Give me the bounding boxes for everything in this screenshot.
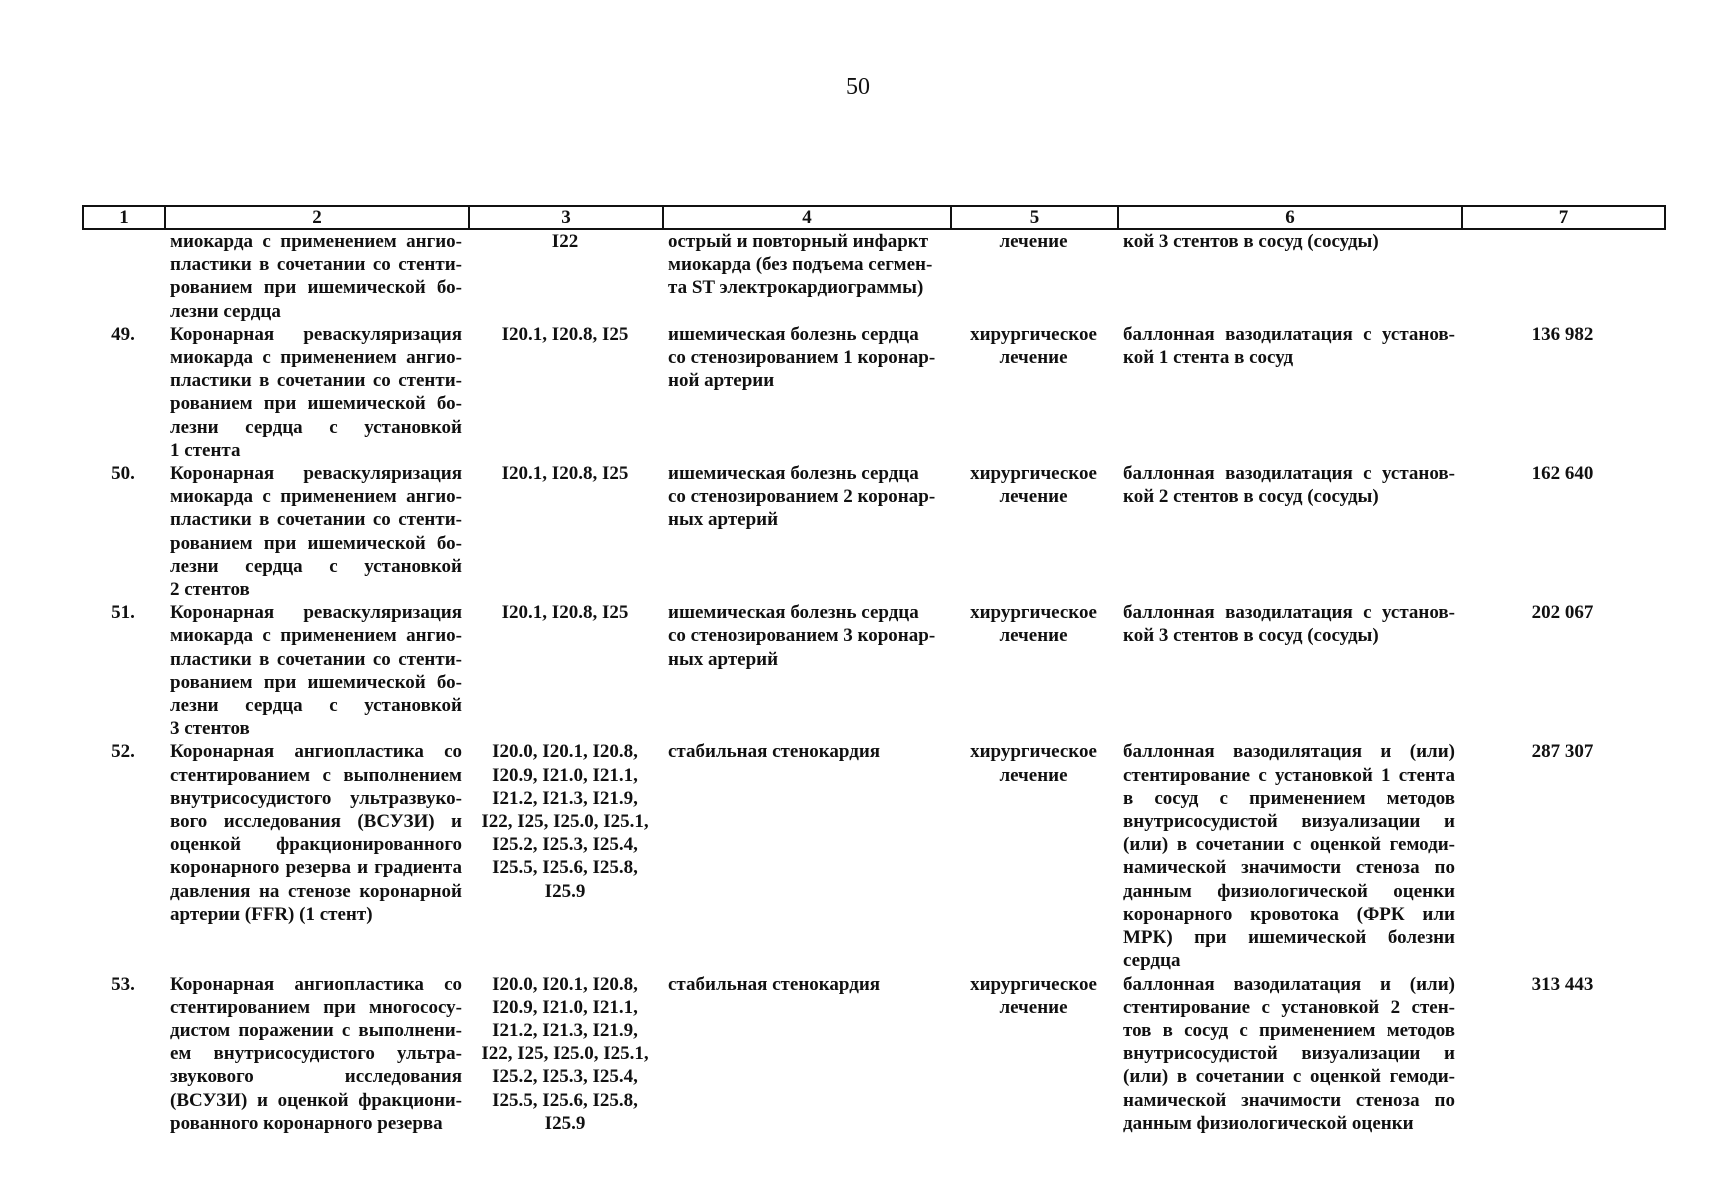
treatment-type-cell xyxy=(950,601,1117,740)
service-name-line: артерии (FFR) (1 стент) xyxy=(170,903,373,925)
treatment-method-line: стентирование с установкой 2 стен- xyxy=(1123,996,1455,1018)
treatment-method-cell xyxy=(1117,323,1461,462)
service-name-line: рованного коронарного резерва xyxy=(170,1112,443,1134)
diagnosis-cell xyxy=(662,740,950,972)
service-name-line: Коронарная ангиопластика со xyxy=(170,973,462,995)
treatment-type-cell xyxy=(950,973,1117,1135)
service-name-line: звукового исследования xyxy=(170,1066,462,1088)
service-name-line: давления на стенозе коронарной xyxy=(170,880,462,902)
diagnosis-line: со стенозированием 3 коронар- xyxy=(668,625,936,647)
service-name-line: 3 стентов xyxy=(170,718,250,740)
service-name-line: стентированием с выполнением xyxy=(170,764,462,786)
header-row xyxy=(83,206,1665,229)
row-number-cell xyxy=(82,230,164,323)
treatment-type-cell xyxy=(950,230,1117,323)
service-name-line: ем внутрисосудистого ультра- xyxy=(170,1043,462,1065)
treatment-method-line: внутрисосудистой визуализации и xyxy=(1123,811,1455,833)
column-number-4: 4 xyxy=(663,206,951,229)
treatment-type-line: лечение xyxy=(999,486,1068,508)
service-name-line: лезни сердца с установкой xyxy=(170,695,462,717)
diagnosis-line: стабильная стенокардия xyxy=(668,973,881,995)
column-number-header xyxy=(82,205,1666,230)
diagnosis-line: со стенозированием 2 коронар- xyxy=(668,486,936,508)
treatment-type-line: хирургическое xyxy=(970,602,1097,624)
service-name-line: пластики в сочетании со стенти- xyxy=(170,254,462,276)
treatment-method-line: (или) в сочетании с оценкой гемоди- xyxy=(1123,834,1455,856)
service-name-line: миокарда с применением ангио- xyxy=(170,486,462,508)
treatment-type-line: лечение xyxy=(999,764,1068,786)
icd-codes-line: I20.1, I20.8, I25 xyxy=(501,463,629,485)
page-number: 50 xyxy=(846,74,870,100)
diagnosis-line: ных артерий xyxy=(668,509,779,531)
service-name-line: пластики в сочетании со стенти- xyxy=(170,509,462,531)
service-name-line: рованием при ишемической бо- xyxy=(170,393,462,415)
row-number-cell: 53. xyxy=(111,973,135,995)
diagnosis-cell xyxy=(662,601,950,740)
icd-codes-line: I20.1, I20.8, I25 xyxy=(501,323,629,345)
service-name-line: рованием при ишемической бо- xyxy=(170,532,462,554)
row-number-cell: 51. xyxy=(111,602,135,624)
treatment-method-line: тов в сосуд с применением методов xyxy=(1123,1019,1455,1041)
service-name-line: Коронарная реваскуляризация xyxy=(170,323,462,345)
treatment-type-line: хирургическое xyxy=(970,973,1097,995)
treatment-method-line: внутрисосудистой визуализации и xyxy=(1123,1043,1455,1065)
cost-cell xyxy=(1461,230,1664,323)
icd-codes-line: I20.1, I20.8, I25 xyxy=(501,602,629,624)
icd-codes-line: I20.9, I21.0, I21.1, xyxy=(492,764,638,786)
service-name-cell xyxy=(164,973,468,1135)
icd-codes-line: I21.2, I21.3, I21.9, xyxy=(492,787,638,809)
service-name-line: рованием при ишемической бо- xyxy=(170,671,462,693)
column-number-3: 3 xyxy=(469,206,663,229)
treatment-method-line: баллонная вазодилятация и (или) xyxy=(1123,741,1455,763)
service-name-line: вого исследования (ВСУЗИ) и xyxy=(170,811,462,833)
treatment-method-line: кой 3 стентов в сосуд (сосуды) xyxy=(1123,231,1379,252)
service-name-cell xyxy=(164,601,468,740)
service-name-cell xyxy=(164,740,468,972)
treatment-method-line: кой 2 стентов в сосуд (сосуды) xyxy=(1123,486,1379,508)
diagnosis-cell xyxy=(662,462,950,601)
treatment-type-cell xyxy=(950,740,1117,972)
cost-cell: 136 982 xyxy=(1531,323,1594,345)
diagnosis-line: ной артерии xyxy=(668,370,775,392)
service-name-line: рованием при ишемической бо- xyxy=(170,277,462,299)
icd-codes-line: I22, I25, I25.0, I25.1, xyxy=(481,811,649,833)
service-name-line: Коронарная реваскуляризация xyxy=(170,463,462,485)
treatment-method-line: намической значимости стеноза по xyxy=(1123,857,1455,879)
treatment-method-line: баллонная вазодилатация с установ- xyxy=(1123,323,1455,345)
diagnosis-cell xyxy=(662,230,950,323)
icd-codes-line: I25.5, I25.6, I25.8, xyxy=(492,1089,638,1111)
treatment-method-line: баллонная вазодилатация и (или) xyxy=(1123,973,1455,995)
treatment-method-line: данным физиологической оценки xyxy=(1123,1112,1414,1134)
treatment-type-line: лечение xyxy=(999,231,1068,252)
column-number-5: 5 xyxy=(951,206,1118,229)
icd-codes-cell xyxy=(468,601,662,740)
treatment-method-line: стентирование с установкой 1 стента xyxy=(1123,764,1455,786)
treatment-method-cell xyxy=(1117,230,1461,323)
diagnosis-line: та ST электрокардиограммы) xyxy=(668,277,924,299)
icd-codes-line: I21.2, I21.3, I21.9, xyxy=(492,1019,638,1041)
treatment-type-line: хирургическое xyxy=(970,741,1097,763)
service-name-line: лезни сердца с установкой xyxy=(170,416,462,438)
column-number-2: 2 xyxy=(165,206,469,229)
treatment-method-cell xyxy=(1117,740,1461,972)
row-number-cell: 50. xyxy=(111,463,135,485)
table-row xyxy=(82,601,1664,740)
icd-codes-line: I22 xyxy=(551,231,579,252)
treatment-type-cell xyxy=(950,323,1117,462)
treatment-type-line: лечение xyxy=(999,347,1068,369)
treatment-type-line: лечение xyxy=(999,996,1068,1018)
diagnosis-line: ных артерий xyxy=(668,648,779,670)
table-row xyxy=(82,323,1664,462)
table-row xyxy=(82,973,1664,1135)
service-name-line: внутрисосудистого ультразвуко- xyxy=(170,787,462,809)
service-name-cell xyxy=(164,323,468,462)
diagnosis-line: миокарда (без подъема сегмен- xyxy=(668,254,933,276)
service-name-line: пластики в сочетании со стенти- xyxy=(170,648,462,670)
diagnosis-cell xyxy=(662,973,950,1135)
treatment-method-line: МРК) при ишемической болезни xyxy=(1123,927,1455,949)
diagnosis-line: со стенозированием 1 коронар- xyxy=(668,347,936,369)
cost-cell: 162 640 xyxy=(1531,463,1594,485)
services-table xyxy=(82,230,1664,1135)
row-number-cell: 52. xyxy=(111,741,135,763)
diagnosis-cell xyxy=(662,323,950,462)
service-name-line: миокарда с применением ангио- xyxy=(170,347,462,369)
column-number-1: 1 xyxy=(83,206,165,229)
table-row xyxy=(82,230,1664,323)
row-number-cell: 49. xyxy=(111,323,135,345)
column-number-6: 6 xyxy=(1118,206,1462,229)
icd-codes-line: I25.2, I25.3, I25.4, xyxy=(492,834,638,856)
service-name-line: 2 стентов xyxy=(170,579,250,601)
column-number-7: 7 xyxy=(1462,206,1665,229)
icd-codes-line: I25.5, I25.6, I25.8, xyxy=(492,857,638,879)
icd-codes-line: I20.0, I20.1, I20.8, xyxy=(492,973,638,995)
icd-codes-cell xyxy=(468,740,662,972)
icd-codes-cell xyxy=(468,323,662,462)
icd-codes-cell xyxy=(468,462,662,601)
cost-cell: 287 307 xyxy=(1531,741,1594,763)
treatment-method-cell xyxy=(1117,462,1461,601)
treatment-method-line: кой 1 стента в сосуд xyxy=(1123,347,1294,369)
service-name-line: пластики в сочетании со стенти- xyxy=(170,370,462,392)
diagnosis-line: ишемическая болезнь сердца xyxy=(668,323,919,345)
icd-codes-line: I22, I25, I25.0, I25.1, xyxy=(481,1043,649,1065)
icd-codes-cell xyxy=(468,230,662,323)
treatment-method-line: сердца xyxy=(1123,950,1181,972)
service-name-line: лезни сердца xyxy=(170,300,281,322)
treatment-method-line: баллонная вазодилатация с установ- xyxy=(1123,463,1455,485)
treatment-method-line: (или) в сочетании с оценкой гемоди- xyxy=(1123,1066,1455,1088)
diagnosis-line: стабильная стенокардия xyxy=(668,741,881,763)
treatment-type-line: лечение xyxy=(999,625,1068,647)
service-name-line: стентированием при многососу- xyxy=(170,996,462,1018)
service-name-line: 1 стента xyxy=(170,439,241,461)
table-row xyxy=(82,740,1664,972)
treatment-method-cell xyxy=(1117,601,1461,740)
service-name-line: коронарного резерва и градиента xyxy=(170,857,462,879)
icd-codes-line: I20.0, I20.1, I20.8, xyxy=(492,741,638,763)
table-body xyxy=(82,230,1664,1135)
service-name-line: оценкой фракционированного xyxy=(170,834,462,856)
service-name-line: Коронарная реваскуляризация xyxy=(170,602,462,624)
treatment-method-line: намической значимости стеноза по xyxy=(1123,1089,1455,1111)
icd-codes-line: I25.2, I25.3, I25.4, xyxy=(492,1066,638,1088)
service-name-line: (ВСУЗИ) и оценкой фракциони- xyxy=(170,1089,462,1111)
service-name-line: дистом поражении с выполнени- xyxy=(170,1019,462,1041)
diagnosis-line: ишемическая болезнь сердца xyxy=(668,463,919,485)
service-name-line: лезни сердца с установкой xyxy=(170,555,462,577)
treatment-method-line: данным физиологической оценки xyxy=(1123,880,1455,902)
treatment-method-cell xyxy=(1117,973,1461,1135)
cost-cell: 313 443 xyxy=(1531,973,1594,995)
table-row xyxy=(82,462,1664,601)
treatment-type-line: хирургическое xyxy=(970,323,1097,345)
cost-cell: 202 067 xyxy=(1531,602,1594,624)
icd-codes-cell xyxy=(468,973,662,1135)
treatment-method-line: в сосуд с применением методов xyxy=(1123,787,1455,809)
icd-codes-line: I25.9 xyxy=(544,880,586,902)
service-name-cell xyxy=(164,462,468,601)
service-name-cell xyxy=(164,230,468,323)
service-name-line: Коронарная ангиопластика со xyxy=(170,741,462,763)
icd-codes-line: I20.9, I21.0, I21.1, xyxy=(492,996,638,1018)
treatment-method-line: коронарного кровотока (ФРК или xyxy=(1123,903,1455,925)
treatment-type-line: хирургическое xyxy=(970,463,1097,485)
diagnosis-line: острый и повторный инфаркт xyxy=(668,231,929,252)
treatment-method-line: кой 3 стентов в сосуд (сосуды) xyxy=(1123,625,1379,647)
diagnosis-line: ишемическая болезнь сердца xyxy=(668,602,919,624)
icd-codes-line: I25.9 xyxy=(544,1112,586,1134)
treatment-method-line: баллонная вазодилатация с установ- xyxy=(1123,602,1455,624)
service-name-line: миокарда с применением ангио- xyxy=(170,231,462,252)
service-name-line: миокарда с применением ангио- xyxy=(170,625,462,647)
treatment-type-cell xyxy=(950,462,1117,601)
